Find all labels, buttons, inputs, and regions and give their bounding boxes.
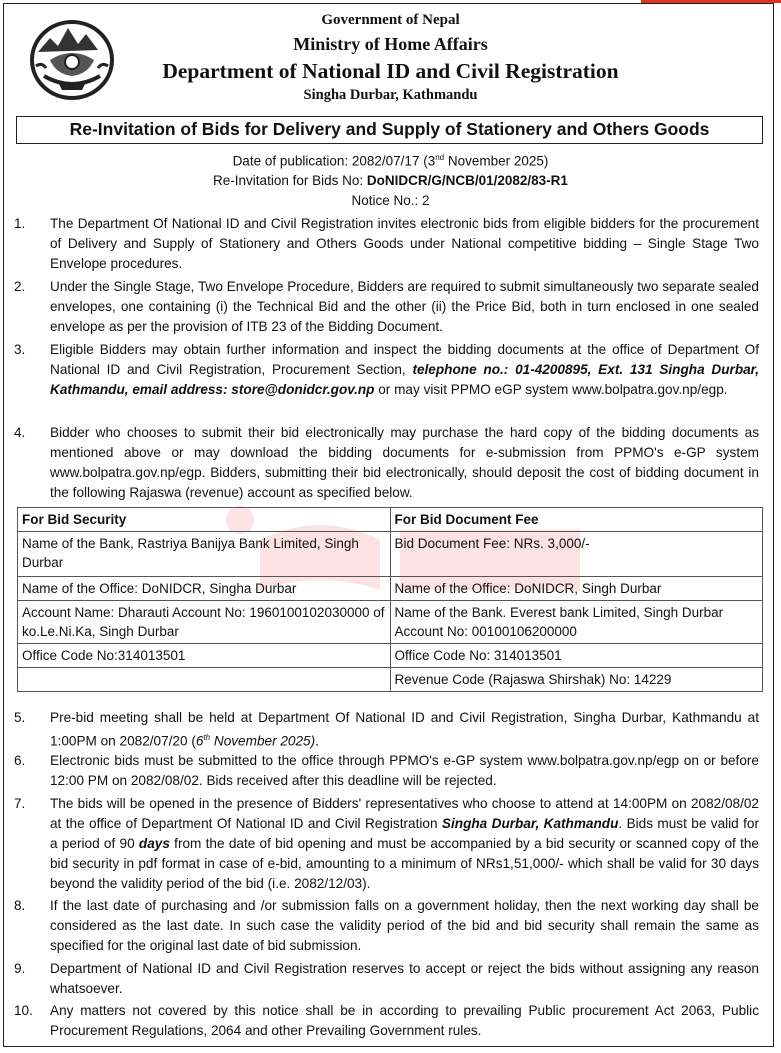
table-header-row [18,508,763,532]
table-row [18,601,763,644]
department-heading: Department of National ID and Civil Registration [162,59,619,83]
publication-date: Date of publication: 2082/07/17 (3nd November 2025) [232,153,549,169]
list-item: 8. If the last date of purchasing and /or submission falls on a government holiday, then the next working day shall be considered as the last date. In such case the validity period of the bid and bid security shall remain the same as specified for the original last date of bid submission. [14,898,759,953]
table-row [18,532,763,577]
ministry-heading: Ministry of Home Affairs [293,34,488,54]
notice-number: Notice No.: 2 [351,193,430,208]
table-cell: Name of the Office: DoNIDCR, Singha Durbar [18,577,391,601]
payment-details-table [17,507,763,692]
table-cell: Name of the Bank, Rastriya Banijya Bank Limited, Singh Durbar [18,532,391,577]
reinvitation-number: Re-Invitation for Bids No: DoNIDCR/G/NCB/01/2082/83-R1 [213,173,568,188]
list-item: 1. The Department Of National ID and Civil Registration invites electronic bids from eligible bidders for the procurement of Delivery and Supply of Stationery and Others Goods under National competitive bidding – Single Stage Two Envelope procedures. [14,216,759,271]
government-heading: Government of Nepal [321,12,460,28]
list-item: 9. Department of National ID and Civil Registration reserves to accept or reject the bids without assigning any reason whatsoever. [14,961,759,996]
list-item: 10. Any matters not covered by this notice shall be in according to prevailing Public procurement Act 2063, Public Procurement Regulations, 2064 and other Prevailing Government rules. [14,1003,759,1038]
list-item: 4. Bidder who chooses to submit their bid electronically may purchase the hard copy of the bidding documents as mentioned above or may download the bidding documents for e-submission from PPMO's e-GP system www.bolpatra.gov.np/egp. Bidders, submitting their bid electronically, should deposit the cost of bidding document in the following Rajaswa (revenue) account as specified below. [14,425,759,500]
table-cell: Name of the Office: DoNIDCR, Singh Durbar [390,577,763,601]
table-row [18,668,763,692]
table-cell: Revenue Code (Rajaswa Shirshak) No: 14229 [390,668,763,692]
table-cell: Office Code No:314013501 [18,644,391,668]
list-item: 5. Pre-bid meeting shall be held at Department Of National ID and Civil Registration, Singha Durbar, Kathmandu at 1:00PM on 2082/07/20 (6th November 2025). [14,710,759,749]
table-cell: Account Name: Dharauti Account No: 1960100102030000 of ko.Le.Ni.Ka, Singh Durbar [18,601,391,644]
table-cell: Name of the Bank. Everest bank Limited, Singh Durbar Account No: 00100106200000 [390,601,763,644]
table-cell: Bid Document Fee: NRs. 3,000/- [390,532,763,577]
table-cell [18,668,391,692]
notice-title: Re-Invitation of Bids for Delivery and Supply of Stationery and Others Goods [16,116,763,144]
list-item: 2. Under the Single Stage, Two Envelope Procedure, Bidders are required to submit simultaneously two separate sealed envelopes, one containing (i) the Technical Bid and the other (ii) the Price Bid, both in turn enclosed in one sealed envelope as per the provision of ITB 23 of the Bidding Document. [14,279,759,334]
column-header: For Bid Security [18,508,391,532]
column-header: For Bid Document Fee [390,508,763,532]
list-item: 7. The bids will be opened in the presence of Bidders' representatives who choose to attend at 14:00PM on 2082/08/02 at the office of Department Of National ID and Civil Registration Singha Durbar, Kathmandu. Bids must be valid for a period of 90 days from the date of bid opening and must be accompanied by a bid security or scanned copy of the bid security in pdf format in case of e-bid, amounting to a minimum of NRs1,51,000/- which shall be valid for 30 days beyond the validity period of the bid (i.e. 2082/12/03). [14,796,759,891]
table-cell: Office Code No: 314013501 [390,644,763,668]
list-item: 6. Electronic bids must be submitted to the office through PPMO's e-GP system www.bolpatra.gov.np/egp on or before 12:00 PM on 2082/08/02. Bids received after this deadline will be rejected. [14,753,759,788]
table-row [18,577,763,601]
location-heading: Singha Durbar, Kathmandu [303,87,478,103]
table-row [18,644,763,668]
list-item: 3. Eligible Bidders may obtain further information and inspect the bidding documents at the office of Department Of National ID and Civil Registration, Procurement Section, telephone no.: 01-4200895, Ext. 131 Singha Durbar, Kathmandu, email address: store@donidcr.gov.np or may visit PPMO eGP system www.bolpatra.gov.np/egp. [14,342,759,397]
